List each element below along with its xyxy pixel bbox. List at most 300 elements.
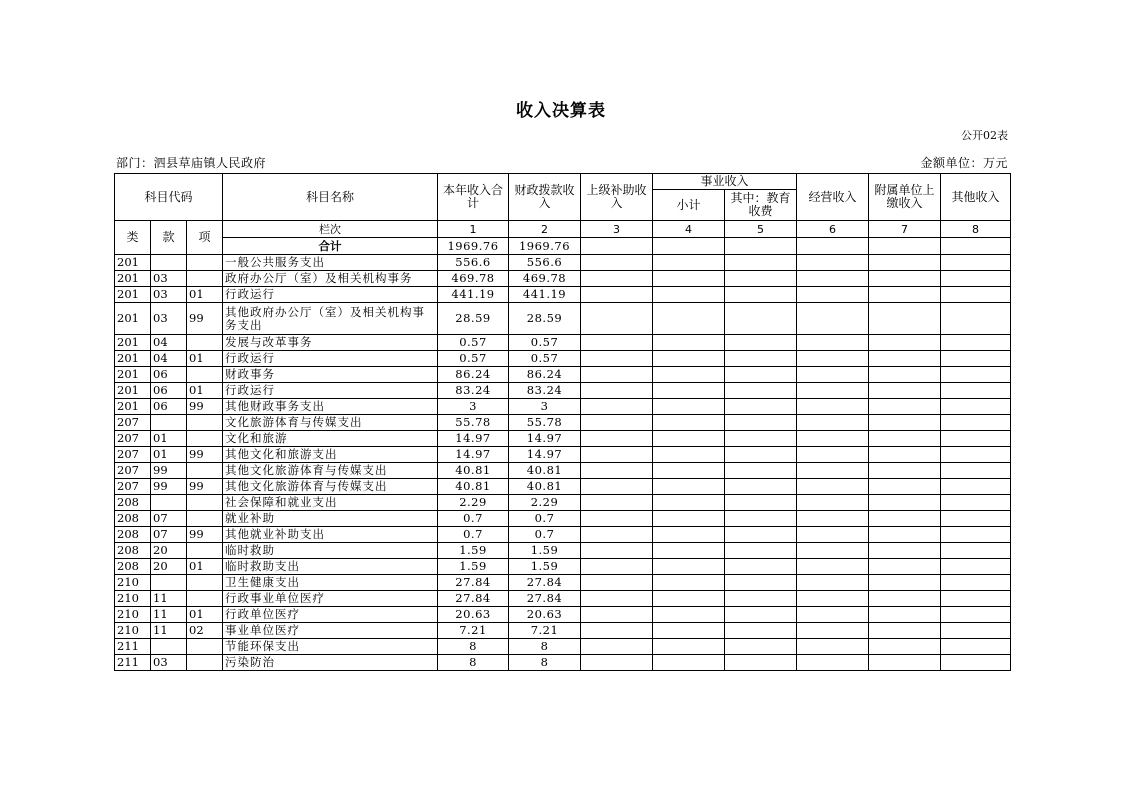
- kuan-cell: 03: [151, 655, 187, 671]
- kuan-cell: 20: [151, 559, 187, 575]
- empty-cell: [869, 527, 941, 543]
- empty-cell: [653, 415, 725, 431]
- empty-cell: [941, 543, 1011, 559]
- empty-cell: [869, 639, 941, 655]
- header-affiliated: 附属单位上缴收入: [869, 174, 941, 221]
- subject-name-cell: 财政事务: [223, 367, 438, 383]
- fiscal-cell: 2.29: [509, 495, 581, 511]
- subject-name-cell: 行政单位医疗: [223, 607, 438, 623]
- xiang-cell: 02: [187, 623, 223, 639]
- kuan-cell: 04: [151, 335, 187, 351]
- empty-cell: [653, 511, 725, 527]
- lei-cell: 210: [115, 591, 151, 607]
- subject-name-cell: 节能环保支出: [223, 639, 438, 655]
- xiang-cell: [187, 255, 223, 271]
- empty-cell: [797, 238, 869, 255]
- total-income-value: 1969.76: [438, 238, 509, 255]
- empty-cell: [581, 335, 653, 351]
- total-income-cell: 0.7: [438, 527, 509, 543]
- header-education-fee: 其中：教育收费: [725, 190, 797, 221]
- empty-cell: [581, 511, 653, 527]
- table-row: [115, 399, 1011, 415]
- header-fiscal: 财政拨款收入: [509, 174, 581, 221]
- subject-name-cell: 其他政府办公厅（室）及相关机构事务支出: [223, 303, 438, 335]
- lei-cell: 201: [115, 335, 151, 351]
- kuan-cell: 03: [151, 287, 187, 303]
- lei-cell: 208: [115, 495, 151, 511]
- xiang-cell: [187, 431, 223, 447]
- empty-cell: [725, 335, 797, 351]
- empty-cell: [581, 351, 653, 367]
- empty-cell: [797, 527, 869, 543]
- empty-cell: [725, 575, 797, 591]
- lei-cell: 207: [115, 431, 151, 447]
- empty-cell: [581, 255, 653, 271]
- empty-cell: [653, 255, 725, 271]
- empty-cell: [941, 623, 1011, 639]
- empty-cell: [581, 303, 653, 335]
- empty-cell: [581, 623, 653, 639]
- empty-cell: [725, 399, 797, 415]
- fiscal-cell: 0.57: [509, 335, 581, 351]
- empty-cell: [581, 271, 653, 287]
- col-number: 1: [438, 221, 509, 238]
- subject-name-cell: 临时救助支出: [223, 559, 438, 575]
- table-row: [115, 623, 1011, 639]
- header-kuan: 款: [151, 221, 187, 255]
- empty-cell: [797, 639, 869, 655]
- empty-cell: [941, 303, 1011, 335]
- empty-cell: [869, 431, 941, 447]
- empty-cell: [653, 351, 725, 367]
- subject-name-cell: 行政运行: [223, 383, 438, 399]
- xiang-cell: 99: [187, 527, 223, 543]
- xiang-cell: [187, 367, 223, 383]
- table-row: [115, 591, 1011, 607]
- fiscal-cell: 0.57: [509, 351, 581, 367]
- empty-cell: [941, 511, 1011, 527]
- col-number: 8: [941, 221, 1011, 238]
- empty-cell: [653, 463, 725, 479]
- empty-cell: [725, 287, 797, 303]
- empty-cell: [869, 415, 941, 431]
- xiang-cell: [187, 415, 223, 431]
- form-code: 公开02表: [961, 129, 1008, 142]
- xiang-cell: [187, 335, 223, 351]
- xiang-cell: 01: [187, 559, 223, 575]
- empty-cell: [941, 495, 1011, 511]
- empty-cell: [653, 238, 725, 255]
- lei-cell: 201: [115, 351, 151, 367]
- empty-cell: [581, 607, 653, 623]
- empty-cell: [581, 463, 653, 479]
- subject-name-cell: 文化和旅游: [223, 431, 438, 447]
- fiscal-cell: 27.84: [509, 591, 581, 607]
- empty-cell: [869, 655, 941, 671]
- empty-cell: [941, 559, 1011, 575]
- subject-name-cell: 政府办公厅（室）及相关机构事务: [223, 271, 438, 287]
- total-income-cell: 55.78: [438, 415, 509, 431]
- empty-cell: [797, 479, 869, 495]
- header-other: 其他收入: [941, 174, 1011, 221]
- empty-cell: [725, 238, 797, 255]
- total-income-cell: 83.24: [438, 383, 509, 399]
- kuan-cell: 01: [151, 431, 187, 447]
- empty-cell: [581, 655, 653, 671]
- empty-cell: [941, 367, 1011, 383]
- fiscal-cell: 28.59: [509, 303, 581, 335]
- fiscal-cell: 8: [509, 639, 581, 655]
- empty-cell: [797, 591, 869, 607]
- xiang-cell: [187, 655, 223, 671]
- empty-cell: [797, 431, 869, 447]
- empty-cell: [797, 287, 869, 303]
- xiang-cell: 99: [187, 399, 223, 415]
- empty-cell: [869, 383, 941, 399]
- empty-cell: [941, 383, 1011, 399]
- total-income-cell: 8: [438, 639, 509, 655]
- table-row: [115, 511, 1011, 527]
- empty-cell: [725, 431, 797, 447]
- total-income-cell: 0.57: [438, 335, 509, 351]
- kuan-cell: 07: [151, 527, 187, 543]
- col-number: 3: [581, 221, 653, 238]
- kuan-cell: [151, 639, 187, 655]
- xiang-cell: [187, 511, 223, 527]
- subject-name-cell: 就业补助: [223, 511, 438, 527]
- empty-cell: [653, 575, 725, 591]
- total-income-cell: 86.24: [438, 367, 509, 383]
- fiscal-cell: 0.7: [509, 527, 581, 543]
- empty-cell: [725, 367, 797, 383]
- empty-cell: [797, 383, 869, 399]
- empty-cell: [725, 495, 797, 511]
- lei-cell: 210: [115, 575, 151, 591]
- empty-cell: [797, 543, 869, 559]
- total-label: 合计: [223, 238, 438, 255]
- table-row: [115, 271, 1011, 287]
- fiscal-cell: 0.7: [509, 511, 581, 527]
- subject-name-cell: 污染防治: [223, 655, 438, 671]
- total-income-cell: 7.21: [438, 623, 509, 639]
- table-row: [115, 351, 1011, 367]
- empty-cell: [869, 495, 941, 511]
- empty-cell: [653, 543, 725, 559]
- subject-name-cell: 事业单位医疗: [223, 623, 438, 639]
- empty-cell: [725, 303, 797, 335]
- empty-cell: [581, 238, 653, 255]
- empty-cell: [725, 623, 797, 639]
- lei-cell: 211: [115, 639, 151, 655]
- empty-cell: [725, 463, 797, 479]
- empty-cell: [581, 639, 653, 655]
- fiscal-cell: 27.84: [509, 575, 581, 591]
- empty-cell: [653, 655, 725, 671]
- total-income-cell: 556.6: [438, 255, 509, 271]
- empty-cell: [797, 367, 869, 383]
- table-row: [115, 287, 1011, 303]
- header-business: 事业收入: [653, 174, 797, 190]
- empty-cell: [653, 495, 725, 511]
- empty-cell: [941, 639, 1011, 655]
- department-label: 部门：泗县草庙镇人民政府: [116, 156, 267, 170]
- header-subject-name: 科目名称: [223, 174, 438, 221]
- empty-cell: [725, 415, 797, 431]
- total-fiscal-value: 1969.76: [509, 238, 581, 255]
- kuan-cell: [151, 415, 187, 431]
- empty-cell: [581, 415, 653, 431]
- fiscal-cell: 83.24: [509, 383, 581, 399]
- kuan-cell: 06: [151, 399, 187, 415]
- empty-cell: [653, 527, 725, 543]
- empty-cell: [941, 255, 1011, 271]
- empty-cell: [653, 383, 725, 399]
- empty-cell: [797, 399, 869, 415]
- fiscal-cell: 7.21: [509, 623, 581, 639]
- empty-cell: [941, 271, 1011, 287]
- lei-cell: 208: [115, 527, 151, 543]
- header-subject-code: 科目代码: [115, 174, 223, 221]
- empty-cell: [869, 271, 941, 287]
- empty-cell: [797, 447, 869, 463]
- lei-cell: 207: [115, 447, 151, 463]
- lei-cell: 201: [115, 287, 151, 303]
- subject-name-cell: 行政事业单位医疗: [223, 591, 438, 607]
- lei-cell: 208: [115, 543, 151, 559]
- kuan-cell: 99: [151, 463, 187, 479]
- empty-cell: [653, 399, 725, 415]
- xiang-cell: [187, 575, 223, 591]
- subject-name-cell: 其他文化旅游体育与传媒支出: [223, 463, 438, 479]
- empty-cell: [869, 479, 941, 495]
- empty-cell: [581, 591, 653, 607]
- table-row: [115, 495, 1011, 511]
- empty-cell: [869, 399, 941, 415]
- header-xiang: 项: [187, 221, 223, 255]
- unit-label: 金额单位：万元: [920, 156, 1008, 170]
- xiang-cell: 01: [187, 351, 223, 367]
- empty-cell: [653, 591, 725, 607]
- subject-name-cell: 其他文化旅游体育与传媒支出: [223, 479, 438, 495]
- table-row: [115, 335, 1011, 351]
- subject-name-cell: 临时救助: [223, 543, 438, 559]
- empty-cell: [941, 655, 1011, 671]
- total-income-cell: 14.97: [438, 431, 509, 447]
- kuan-cell: 03: [151, 303, 187, 335]
- kuan-cell: 99: [151, 479, 187, 495]
- header-subtotal: 小计: [653, 190, 725, 221]
- empty-cell: [797, 463, 869, 479]
- xiang-cell: 99: [187, 447, 223, 463]
- empty-cell: [725, 655, 797, 671]
- empty-cell: [941, 463, 1011, 479]
- fiscal-cell: 3: [509, 399, 581, 415]
- empty-cell: [869, 238, 941, 255]
- xiang-cell: [187, 639, 223, 655]
- subject-name-cell: 其他就业补助支出: [223, 527, 438, 543]
- empty-cell: [581, 431, 653, 447]
- table-row: [115, 543, 1011, 559]
- empty-cell: [869, 367, 941, 383]
- empty-cell: [869, 303, 941, 335]
- lei-cell: 207: [115, 479, 151, 495]
- empty-cell: [797, 303, 869, 335]
- xiang-cell: 99: [187, 303, 223, 335]
- total-income-cell: 27.84: [438, 575, 509, 591]
- kuan-cell: [151, 495, 187, 511]
- empty-cell: [725, 511, 797, 527]
- xiang-cell: [187, 495, 223, 511]
- empty-cell: [725, 559, 797, 575]
- empty-cell: [725, 447, 797, 463]
- table-row: [115, 383, 1011, 399]
- empty-cell: [941, 527, 1011, 543]
- empty-cell: [797, 335, 869, 351]
- lei-cell: 201: [115, 303, 151, 335]
- table-row: [115, 479, 1011, 495]
- xiang-cell: [187, 543, 223, 559]
- empty-cell: [941, 335, 1011, 351]
- xiang-cell: 01: [187, 607, 223, 623]
- empty-cell: [797, 511, 869, 527]
- empty-cell: [581, 287, 653, 303]
- empty-cell: [581, 479, 653, 495]
- subject-name-cell: 行政运行: [223, 287, 438, 303]
- table-row: [115, 431, 1011, 447]
- fiscal-cell: 441.19: [509, 287, 581, 303]
- column-label: 栏次: [223, 221, 438, 238]
- kuan-cell: 11: [151, 591, 187, 607]
- table-row: [115, 447, 1011, 463]
- empty-cell: [581, 447, 653, 463]
- empty-cell: [653, 447, 725, 463]
- col-number: 2: [509, 221, 581, 238]
- income-table: [114, 173, 1011, 671]
- total-income-cell: 1.59: [438, 559, 509, 575]
- table-row: [115, 559, 1011, 575]
- fiscal-cell: 1.59: [509, 559, 581, 575]
- col-number: 5: [725, 221, 797, 238]
- empty-cell: [941, 447, 1011, 463]
- total-income-cell: 28.59: [438, 303, 509, 335]
- kuan-cell: 06: [151, 383, 187, 399]
- lei-cell: 211: [115, 655, 151, 671]
- subject-name-cell: 一般公共服务支出: [223, 255, 438, 271]
- total-income-cell: 0.7: [438, 511, 509, 527]
- empty-cell: [941, 287, 1011, 303]
- subject-name-cell: 其他文化和旅游支出: [223, 447, 438, 463]
- empty-cell: [725, 479, 797, 495]
- kuan-cell: 07: [151, 511, 187, 527]
- subject-name-cell: 卫生健康支出: [223, 575, 438, 591]
- empty-cell: [869, 447, 941, 463]
- empty-cell: [653, 479, 725, 495]
- empty-cell: [869, 511, 941, 527]
- empty-cell: [869, 543, 941, 559]
- empty-cell: [869, 287, 941, 303]
- empty-cell: [869, 463, 941, 479]
- xiang-cell: 01: [187, 383, 223, 399]
- kuan-cell: 03: [151, 271, 187, 287]
- empty-cell: [725, 255, 797, 271]
- empty-cell: [869, 351, 941, 367]
- empty-cell: [581, 527, 653, 543]
- empty-cell: [941, 431, 1011, 447]
- empty-cell: [725, 607, 797, 623]
- header-total-income: 本年收入合计: [438, 174, 509, 221]
- col-number: 7: [869, 221, 941, 238]
- empty-cell: [581, 575, 653, 591]
- table-row: [115, 463, 1011, 479]
- empty-cell: [797, 351, 869, 367]
- kuan-cell: 11: [151, 607, 187, 623]
- empty-cell: [581, 559, 653, 575]
- lei-cell: 210: [115, 623, 151, 639]
- empty-cell: [869, 335, 941, 351]
- empty-cell: [581, 399, 653, 415]
- fiscal-cell: 20.63: [509, 607, 581, 623]
- table-row: [115, 655, 1011, 671]
- subject-name-cell: 社会保障和就业支出: [223, 495, 438, 511]
- empty-cell: [653, 607, 725, 623]
- total-income-cell: 8: [438, 655, 509, 671]
- lei-cell: 201: [115, 367, 151, 383]
- total-income-cell: 0.57: [438, 351, 509, 367]
- header-operating: 经营收入: [797, 174, 869, 221]
- empty-cell: [725, 639, 797, 655]
- header-lei: 类: [115, 221, 151, 255]
- fiscal-cell: 8: [509, 655, 581, 671]
- empty-cell: [941, 238, 1011, 255]
- fiscal-cell: 1.59: [509, 543, 581, 559]
- empty-cell: [941, 399, 1011, 415]
- empty-cell: [941, 591, 1011, 607]
- fiscal-cell: 14.97: [509, 431, 581, 447]
- kuan-cell: [151, 575, 187, 591]
- kuan-cell: [151, 255, 187, 271]
- kuan-cell: 06: [151, 367, 187, 383]
- fiscal-cell: 40.81: [509, 463, 581, 479]
- kuan-cell: 01: [151, 447, 187, 463]
- fiscal-cell: 469.78: [509, 271, 581, 287]
- empty-cell: [797, 255, 869, 271]
- empty-cell: [941, 479, 1011, 495]
- empty-cell: [941, 607, 1011, 623]
- total-income-cell: 441.19: [438, 287, 509, 303]
- lei-cell: 201: [115, 255, 151, 271]
- total-income-cell: 40.81: [438, 479, 509, 495]
- lei-cell: 207: [115, 415, 151, 431]
- empty-cell: [653, 431, 725, 447]
- col-number: 4: [653, 221, 725, 238]
- table-row: [115, 575, 1011, 591]
- xiang-cell: [187, 271, 223, 287]
- lei-cell: 208: [115, 511, 151, 527]
- lei-cell: 207: [115, 463, 151, 479]
- empty-cell: [653, 623, 725, 639]
- subject-name-cell: 发展与改革事务: [223, 335, 438, 351]
- empty-cell: [581, 495, 653, 511]
- empty-cell: [725, 271, 797, 287]
- table-row: [115, 527, 1011, 543]
- table-row: [115, 367, 1011, 383]
- xiang-cell: 99: [187, 479, 223, 495]
- page-title: 收入决算表: [516, 101, 606, 121]
- empty-cell: [653, 559, 725, 575]
- empty-cell: [797, 495, 869, 511]
- empty-cell: [581, 543, 653, 559]
- empty-cell: [581, 383, 653, 399]
